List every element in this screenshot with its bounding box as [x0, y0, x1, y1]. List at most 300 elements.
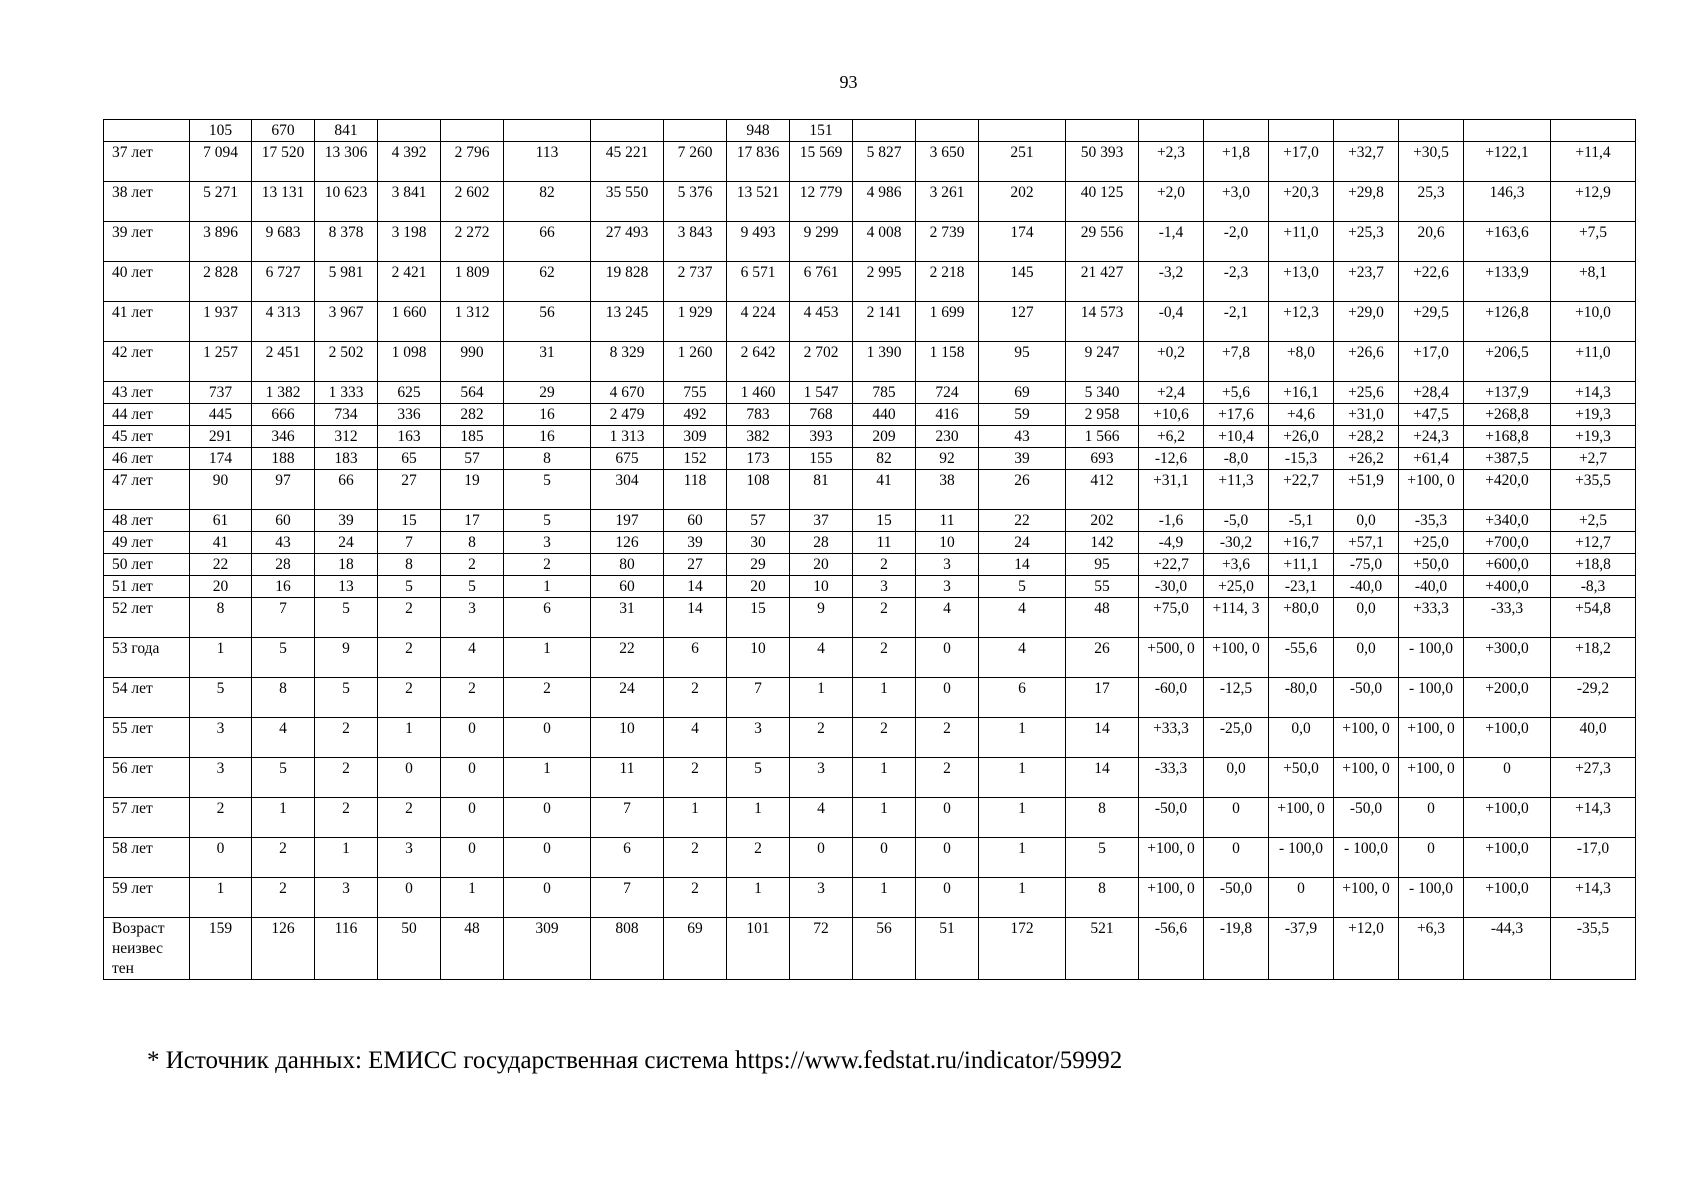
- table-cell: 3: [790, 758, 853, 798]
- table-cell: +23,7: [1334, 262, 1399, 302]
- table-row: [104, 142, 1636, 182]
- table-cell: -37,9: [1269, 918, 1334, 980]
- table-cell: 41: [853, 470, 916, 510]
- table-cell: 0: [1464, 758, 1551, 798]
- table-cell: 8 329: [591, 342, 664, 382]
- table-cell: 56: [504, 302, 591, 342]
- table-cell: 2: [378, 798, 441, 838]
- table-cell: 309: [664, 426, 727, 448]
- table-cell: 785: [853, 382, 916, 404]
- table-cell: 9: [790, 598, 853, 638]
- table-cell: +122,1: [1464, 142, 1551, 182]
- table-cell: -23,1: [1269, 576, 1334, 598]
- table-cell: +17,6: [1204, 404, 1269, 426]
- table-cell: +5,6: [1204, 382, 1269, 404]
- table-cell: +50,0: [1399, 554, 1464, 576]
- table-cell: 0: [441, 798, 504, 838]
- table-cell: +300,0: [1464, 638, 1551, 678]
- row-label: 56 лет: [104, 758, 190, 798]
- table-cell: +11,4: [1551, 142, 1636, 182]
- table-row: [104, 598, 1636, 638]
- table-cell: +11,1: [1269, 554, 1334, 576]
- table-cell: +10,4: [1204, 426, 1269, 448]
- table-cell: 29 556: [1066, 222, 1139, 262]
- table-cell: +29,0: [1334, 302, 1399, 342]
- table-cell: 27: [664, 554, 727, 576]
- table-cell: 6: [664, 638, 727, 678]
- table-cell: 382: [727, 426, 790, 448]
- table-cell: -4,9: [1139, 532, 1204, 554]
- table-cell: +54,8: [1551, 598, 1636, 638]
- table-cell: +163,6: [1464, 222, 1551, 262]
- table-row: [104, 878, 1636, 918]
- table-cell: 0: [1204, 838, 1269, 878]
- table-cell: +33,3: [1139, 718, 1204, 758]
- table-cell: [1334, 120, 1399, 142]
- table-cell: 9 247: [1066, 342, 1139, 382]
- table-cell: 11: [916, 510, 979, 532]
- table-cell: 14: [979, 554, 1066, 576]
- table-cell: 2 995: [853, 262, 916, 302]
- table-cell: +61,4: [1399, 448, 1464, 470]
- table-cell: +200,0: [1464, 678, 1551, 718]
- table-cell: 1: [979, 718, 1066, 758]
- table-cell: 26: [979, 470, 1066, 510]
- table-cell: 90: [190, 470, 252, 510]
- table-cell: 3: [853, 576, 916, 598]
- table-row: [104, 222, 1636, 262]
- table-cell: +10,6: [1139, 404, 1204, 426]
- table-cell: -50,0: [1204, 878, 1269, 918]
- table-cell: -50,0: [1334, 678, 1399, 718]
- table-cell: 304: [591, 470, 664, 510]
- table-cell: 118: [664, 470, 727, 510]
- table-cell: [1399, 120, 1464, 142]
- table-cell: 27: [378, 470, 441, 510]
- table-cell: +19,3: [1551, 404, 1636, 426]
- table-cell: 15 569: [790, 142, 853, 182]
- table-cell: [441, 120, 504, 142]
- table-cell: +100,0: [1464, 878, 1551, 918]
- table-cell: +14,3: [1551, 382, 1636, 404]
- table-cell: 4: [790, 798, 853, 838]
- table-cell: -55,6: [1269, 638, 1334, 678]
- table-cell: +33,3: [1399, 598, 1464, 638]
- table-cell: 416: [916, 404, 979, 426]
- table-cell: +2,5: [1551, 510, 1636, 532]
- table-cell: 17 520: [252, 142, 315, 182]
- table-cell: +3,6: [1204, 554, 1269, 576]
- table-cell: 57: [441, 448, 504, 470]
- table-cell: 521: [1066, 918, 1139, 980]
- table-cell: 56: [853, 918, 916, 980]
- table-cell: 2: [378, 678, 441, 718]
- table-cell: 2 218: [916, 262, 979, 302]
- table-cell: 2 828: [190, 262, 252, 302]
- table-cell: -30,0: [1139, 576, 1204, 598]
- table-cell: -5,1: [1269, 510, 1334, 532]
- table-cell: +133,9: [1464, 262, 1551, 302]
- table-cell: 2: [441, 554, 504, 576]
- table-cell: 6 761: [790, 262, 853, 302]
- table-cell: -12,5: [1204, 678, 1269, 718]
- table-cell: +17,0: [1269, 142, 1334, 182]
- table-cell: 2: [790, 718, 853, 758]
- table-cell: 41: [190, 532, 252, 554]
- table-cell: 57: [727, 510, 790, 532]
- table-cell: 5: [727, 758, 790, 798]
- table-cell: 2: [252, 838, 315, 878]
- table-cell: 97: [252, 470, 315, 510]
- table-cell: 14: [664, 598, 727, 638]
- table-cell: 5: [504, 510, 591, 532]
- table-cell: 1: [252, 798, 315, 838]
- table-cell: 16: [504, 426, 591, 448]
- table-cell: [853, 120, 916, 142]
- table-cell: +100, 0: [1204, 638, 1269, 678]
- table-cell: 724: [916, 382, 979, 404]
- table-cell: 0: [1399, 838, 1464, 878]
- table-cell: +100,0: [1464, 718, 1551, 758]
- table-cell: 43: [252, 532, 315, 554]
- table-cell: +100,0: [1464, 838, 1551, 878]
- table-cell: 3 841: [378, 182, 441, 222]
- table-cell: -33,3: [1464, 598, 1551, 638]
- table-cell: +24,3: [1399, 426, 1464, 448]
- table-cell: 28: [790, 532, 853, 554]
- table-cell: 19: [441, 470, 504, 510]
- table-cell: +6,2: [1139, 426, 1204, 448]
- table-cell: [1204, 120, 1269, 142]
- table-cell: 4: [979, 638, 1066, 678]
- table-cell: 1: [853, 798, 916, 838]
- table-cell: 40 125: [1066, 182, 1139, 222]
- table-cell: 16: [504, 404, 591, 426]
- table-cell: +8,0: [1269, 342, 1334, 382]
- table-cell: 2: [853, 598, 916, 638]
- table-cell: +137,9: [1464, 382, 1551, 404]
- table-cell: 2: [504, 678, 591, 718]
- table-cell: 2: [315, 718, 378, 758]
- table-cell: +100, 0: [1334, 878, 1399, 918]
- table-cell: 6: [591, 838, 664, 878]
- table-cell: 0: [916, 878, 979, 918]
- table-row: [104, 404, 1636, 426]
- table-cell: 2 451: [252, 342, 315, 382]
- table-cell: 2: [853, 638, 916, 678]
- table-cell: 15: [727, 598, 790, 638]
- table-cell: 1: [853, 878, 916, 918]
- table-cell: +18,2: [1551, 638, 1636, 678]
- row-label: 46 лет: [104, 448, 190, 470]
- row-label: 51 лет: [104, 576, 190, 598]
- table-cell: +100, 0: [1334, 758, 1399, 798]
- table-cell: 1: [979, 758, 1066, 798]
- table-cell: 22: [591, 638, 664, 678]
- table-row: [104, 120, 1636, 142]
- table-cell: 174: [979, 222, 1066, 262]
- table-cell: 174: [190, 448, 252, 470]
- table-cell: 66: [315, 470, 378, 510]
- table-cell: 12 779: [790, 182, 853, 222]
- table-cell: 183: [315, 448, 378, 470]
- table-cell: +30,5: [1399, 142, 1464, 182]
- table-cell: 22: [979, 510, 1066, 532]
- table-cell: 0: [190, 838, 252, 878]
- table-cell: 51: [916, 918, 979, 980]
- table-row: [104, 342, 1636, 382]
- table-cell: -3,2: [1139, 262, 1204, 302]
- table-cell: 1: [504, 758, 591, 798]
- table-cell: 2 796: [441, 142, 504, 182]
- table-cell: +420,0: [1464, 470, 1551, 510]
- table-cell: 8 378: [315, 222, 378, 262]
- table-cell: -25,0: [1204, 718, 1269, 758]
- table-cell: 2 737: [664, 262, 727, 302]
- table-cell: 0,0: [1334, 510, 1399, 532]
- table-cell: 16: [252, 576, 315, 598]
- table-cell: 693: [1066, 448, 1139, 470]
- table-cell: +11,0: [1269, 222, 1334, 262]
- table-cell: 4: [441, 638, 504, 678]
- table-cell: 11: [591, 758, 664, 798]
- table-cell: 172: [979, 918, 1066, 980]
- table-cell: [916, 120, 979, 142]
- table-cell: 48: [441, 918, 504, 980]
- table-cell: 13 521: [727, 182, 790, 222]
- table-cell: 0: [504, 838, 591, 878]
- table-cell: 202: [1066, 510, 1139, 532]
- table-cell: 4 670: [591, 382, 664, 404]
- table-cell: 59: [979, 404, 1066, 426]
- table-cell: +26,2: [1334, 448, 1399, 470]
- table-cell: 291: [190, 426, 252, 448]
- row-label: 47 лет: [104, 470, 190, 510]
- table-cell: 127: [979, 302, 1066, 342]
- table-cell: 95: [979, 342, 1066, 382]
- table-cell: -40,0: [1334, 576, 1399, 598]
- table-row: [104, 758, 1636, 798]
- table-cell: +268,8: [1464, 404, 1551, 426]
- table-cell: 8: [441, 532, 504, 554]
- table-cell: 14 573: [1066, 302, 1139, 342]
- table-cell: 1 660: [378, 302, 441, 342]
- table-cell: 43: [979, 426, 1066, 448]
- table-row: [104, 470, 1636, 510]
- table-cell: 9: [315, 638, 378, 678]
- table-cell: 5 376: [664, 182, 727, 222]
- table-cell: 38: [916, 470, 979, 510]
- row-label: 48 лет: [104, 510, 190, 532]
- table-cell: +387,5: [1464, 448, 1551, 470]
- table-cell: 2: [664, 838, 727, 878]
- table-cell: 2: [378, 638, 441, 678]
- table-cell: 22: [190, 554, 252, 576]
- table-cell: 55: [1066, 576, 1139, 598]
- table-row: [104, 576, 1636, 598]
- table-cell: +32,7: [1334, 142, 1399, 182]
- table-cell: 29: [504, 382, 591, 404]
- table-cell: -2,0: [1204, 222, 1269, 262]
- table-cell: +2,4: [1139, 382, 1204, 404]
- page-number: 93: [839, 72, 858, 92]
- table-cell: 13 245: [591, 302, 664, 342]
- table-cell: 625: [378, 382, 441, 404]
- table-cell: 1: [979, 838, 1066, 878]
- table-cell: 445: [190, 404, 252, 426]
- table-cell: +700,0: [1464, 532, 1551, 554]
- table-row: [104, 262, 1636, 302]
- table-cell: -8,3: [1551, 576, 1636, 598]
- table-cell: 142: [1066, 532, 1139, 554]
- table-cell: 126: [591, 532, 664, 554]
- row-label: 44 лет: [104, 404, 190, 426]
- table-cell: +0,2: [1139, 342, 1204, 382]
- table-cell: 6: [979, 678, 1066, 718]
- table-cell: 126: [252, 918, 315, 980]
- table-cell: 5 827: [853, 142, 916, 182]
- table-cell: +28,4: [1399, 382, 1464, 404]
- table-cell: 173: [727, 448, 790, 470]
- table-cell: 2: [378, 598, 441, 638]
- table-cell: [591, 120, 664, 142]
- table-cell: 3: [504, 532, 591, 554]
- table-cell: 3 896: [190, 222, 252, 262]
- table-cell: [1269, 120, 1334, 142]
- table-cell: 0: [1399, 798, 1464, 838]
- table-cell: 72: [790, 918, 853, 980]
- table-cell: 0: [504, 798, 591, 838]
- table-row: [104, 918, 1636, 980]
- table-cell: -56,6: [1139, 918, 1204, 980]
- table-cell: 209: [853, 426, 916, 448]
- table-cell: 312: [315, 426, 378, 448]
- table-cell: +12,3: [1269, 302, 1334, 342]
- table-cell: +80,0: [1269, 598, 1334, 638]
- table-cell: 10: [790, 576, 853, 598]
- table-cell: +10,0: [1551, 302, 1636, 342]
- table-cell: 45 221: [591, 142, 664, 182]
- table-cell: +400,0: [1464, 576, 1551, 598]
- table-cell: 82: [504, 182, 591, 222]
- table-cell: +25,3: [1334, 222, 1399, 262]
- table-cell: +47,5: [1399, 404, 1464, 426]
- table-cell: 40,0: [1551, 718, 1636, 758]
- row-label: Возраст неизвес тен: [104, 918, 190, 980]
- table-cell: 48: [1066, 598, 1139, 638]
- row-label: 41 лет: [104, 302, 190, 342]
- table-cell: - 100,0: [1399, 878, 1464, 918]
- table-cell: +16,7: [1269, 532, 1334, 554]
- table-cell: 10: [916, 532, 979, 554]
- table-cell: [979, 120, 1066, 142]
- table-cell: 80: [591, 554, 664, 576]
- table-cell: 1: [378, 718, 441, 758]
- table-cell: 309: [504, 918, 591, 980]
- table-cell: 783: [727, 404, 790, 426]
- table-cell: -80,0: [1269, 678, 1334, 718]
- table-cell: 1 809: [441, 262, 504, 302]
- table-cell: 3: [727, 718, 790, 758]
- table-cell: 2: [916, 718, 979, 758]
- table-row: [104, 554, 1636, 576]
- table-cell: 105: [190, 120, 252, 142]
- table-cell: 841: [315, 120, 378, 142]
- table-cell: 2 479: [591, 404, 664, 426]
- table-cell: +100, 0: [1269, 798, 1334, 838]
- table-cell: +7,5: [1551, 222, 1636, 262]
- table-cell: 393: [790, 426, 853, 448]
- table-cell: 13: [315, 576, 378, 598]
- table-cell: +7,8: [1204, 342, 1269, 382]
- table-cell: [1551, 120, 1636, 142]
- table-cell: 5: [190, 678, 252, 718]
- table-cell: 948: [727, 120, 790, 142]
- table-cell: 4 986: [853, 182, 916, 222]
- table-cell: -5,0: [1204, 510, 1269, 532]
- table-cell: 2 642: [727, 342, 790, 382]
- table-cell: +13,0: [1269, 262, 1334, 302]
- table-cell: 20: [727, 576, 790, 598]
- table-row: [104, 718, 1636, 758]
- table-cell: 29: [727, 554, 790, 576]
- table-cell: 8: [1066, 878, 1139, 918]
- table-row: [104, 448, 1636, 470]
- table-cell: 3: [378, 838, 441, 878]
- table-cell: 4 224: [727, 302, 790, 342]
- table-cell: 1 158: [916, 342, 979, 382]
- table-cell: 1: [727, 798, 790, 838]
- table-cell: 8: [378, 554, 441, 576]
- table-cell: 1: [190, 878, 252, 918]
- table-cell: 2: [916, 758, 979, 798]
- table-cell: 4 453: [790, 302, 853, 342]
- table-cell: 0: [441, 758, 504, 798]
- table-cell: 1: [664, 798, 727, 838]
- table-cell: 0,0: [1334, 638, 1399, 678]
- table-cell: 336: [378, 404, 441, 426]
- table-cell: +29,8: [1334, 182, 1399, 222]
- table-cell: 1: [853, 758, 916, 798]
- table-cell: 69: [979, 382, 1066, 404]
- table-cell: 82: [853, 448, 916, 470]
- table-cell: -2,1: [1204, 302, 1269, 342]
- table-cell: 768: [790, 404, 853, 426]
- table-cell: +114, 3: [1204, 598, 1269, 638]
- table-cell: 5: [1066, 838, 1139, 878]
- table-cell: +126,8: [1464, 302, 1551, 342]
- table-cell: 412: [1066, 470, 1139, 510]
- table-cell: 9 299: [790, 222, 853, 262]
- table-cell: 146,3: [1464, 182, 1551, 222]
- table-cell: +100,0: [1464, 798, 1551, 838]
- table-cell: 1 547: [790, 382, 853, 404]
- table-cell: +100, 0: [1399, 758, 1464, 798]
- table-cell: 670: [252, 120, 315, 142]
- table-cell: +100, 0: [1139, 838, 1204, 878]
- table-row: [104, 678, 1636, 718]
- table-cell: +35,5: [1551, 470, 1636, 510]
- table-cell: 0: [853, 838, 916, 878]
- table-row: [104, 838, 1636, 878]
- table-cell: 666: [252, 404, 315, 426]
- table-cell: 0: [790, 838, 853, 878]
- table-cell: +18,8: [1551, 554, 1636, 576]
- table-cell: 1: [441, 878, 504, 918]
- table-cell: +25,6: [1334, 382, 1399, 404]
- table-row: [104, 302, 1636, 342]
- table-cell: +100, 0: [1399, 470, 1464, 510]
